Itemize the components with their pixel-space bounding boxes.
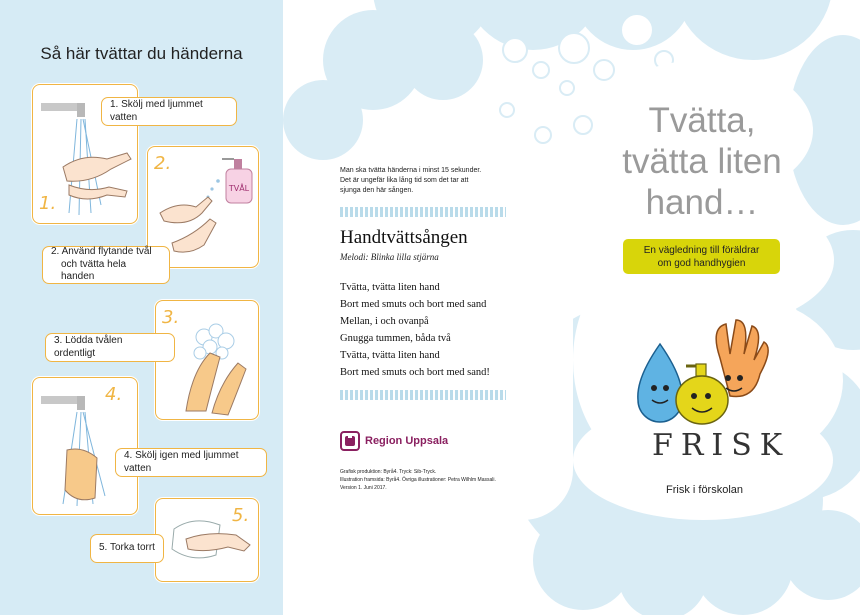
credits-line-2: Illustration framsida: Byrå4. Övriga illustrationer: Petra Wilhlm Massali. xyxy=(340,477,496,483)
handwash-steps-panel xyxy=(0,0,283,615)
lyric-line: Bort med smuts och bort med sand xyxy=(340,299,487,310)
step-2-number: 2. xyxy=(154,153,172,174)
region-uppsala-logo xyxy=(340,431,448,451)
step-4-number: 4. xyxy=(105,384,123,405)
divider-bottom xyxy=(340,390,506,400)
intro-line-2: Det är ungefär lika lång tid som det tar att xyxy=(340,177,469,185)
subtitle-line-2: om god handhygien xyxy=(657,257,746,269)
intro-text xyxy=(340,166,500,196)
song-melody: Melodi: Blinka lilla stjärna xyxy=(340,252,439,262)
lyric-line: Tvätta, tvätta liten hand xyxy=(340,282,440,293)
step-4-label: 4. Skölj igen med ljummet vatten xyxy=(115,448,267,477)
song-lyrics xyxy=(340,279,490,381)
step-5-number: 5. xyxy=(232,505,250,526)
lyric-line: Bort med smuts och bort med sand! xyxy=(340,367,490,378)
lyric-line: Tvätta, tvätta liten hand xyxy=(340,350,440,361)
cover-title-line-2: tvätta liten xyxy=(622,142,782,181)
credits-line-3: Version 1. Juni 2017. xyxy=(340,485,387,491)
frisk-mascots-illustration xyxy=(630,318,770,430)
song-title: Handtvättsången xyxy=(340,227,468,248)
step-4-illustration xyxy=(32,377,138,515)
step-2-label-line1: 2. Använd flytande tvål xyxy=(51,246,152,258)
cover-subtitle-badge xyxy=(623,239,780,274)
divider-top xyxy=(340,207,506,217)
region-uppsala-logo-text: Region Uppsala xyxy=(365,435,449,447)
intro-line-3: sjunga den här sången. xyxy=(340,187,414,195)
steps-title: Så här tvättar du händerna xyxy=(40,44,243,63)
frisk-wordmark: FRISK xyxy=(652,428,791,463)
subtitle-line-1: En vägledning till föräldrar xyxy=(643,244,760,256)
step-1-number: 1. xyxy=(39,193,57,214)
region-uppsala-emblem-icon xyxy=(340,431,360,451)
step-5-illustration xyxy=(155,498,259,582)
frisk-tagline: Frisk i förskolan xyxy=(666,484,744,496)
lyric-line: Gnugga tummen, båda två xyxy=(340,333,451,344)
lyric-line: Mellan, i och ovanpå xyxy=(340,316,429,327)
step-3-label: 3. Lödda tvålen ordentligt xyxy=(45,333,175,362)
step-1-label: 1. Skölj med ljummet vatten xyxy=(101,97,237,126)
step-5-label: 5. Torka torrt xyxy=(90,534,164,563)
credits xyxy=(340,468,520,492)
cover-title xyxy=(596,100,808,223)
step-2-label xyxy=(42,246,170,284)
soap-bottle-label: TVÅL xyxy=(228,184,250,193)
intro-line-1: Man ska tvätta händerna i minst 15 sekunder. xyxy=(340,167,482,174)
step-3-number: 3. xyxy=(162,307,180,328)
credits-line-1: Grafisk produktion: Byrå4. Tryck: Sib-Tryck. xyxy=(340,469,437,475)
cover-title-line-3: hand… xyxy=(645,183,759,222)
cover-title-line-1: Tvätta, xyxy=(648,101,756,140)
step-2-label-line2: och tvätta hela handen xyxy=(61,258,127,283)
